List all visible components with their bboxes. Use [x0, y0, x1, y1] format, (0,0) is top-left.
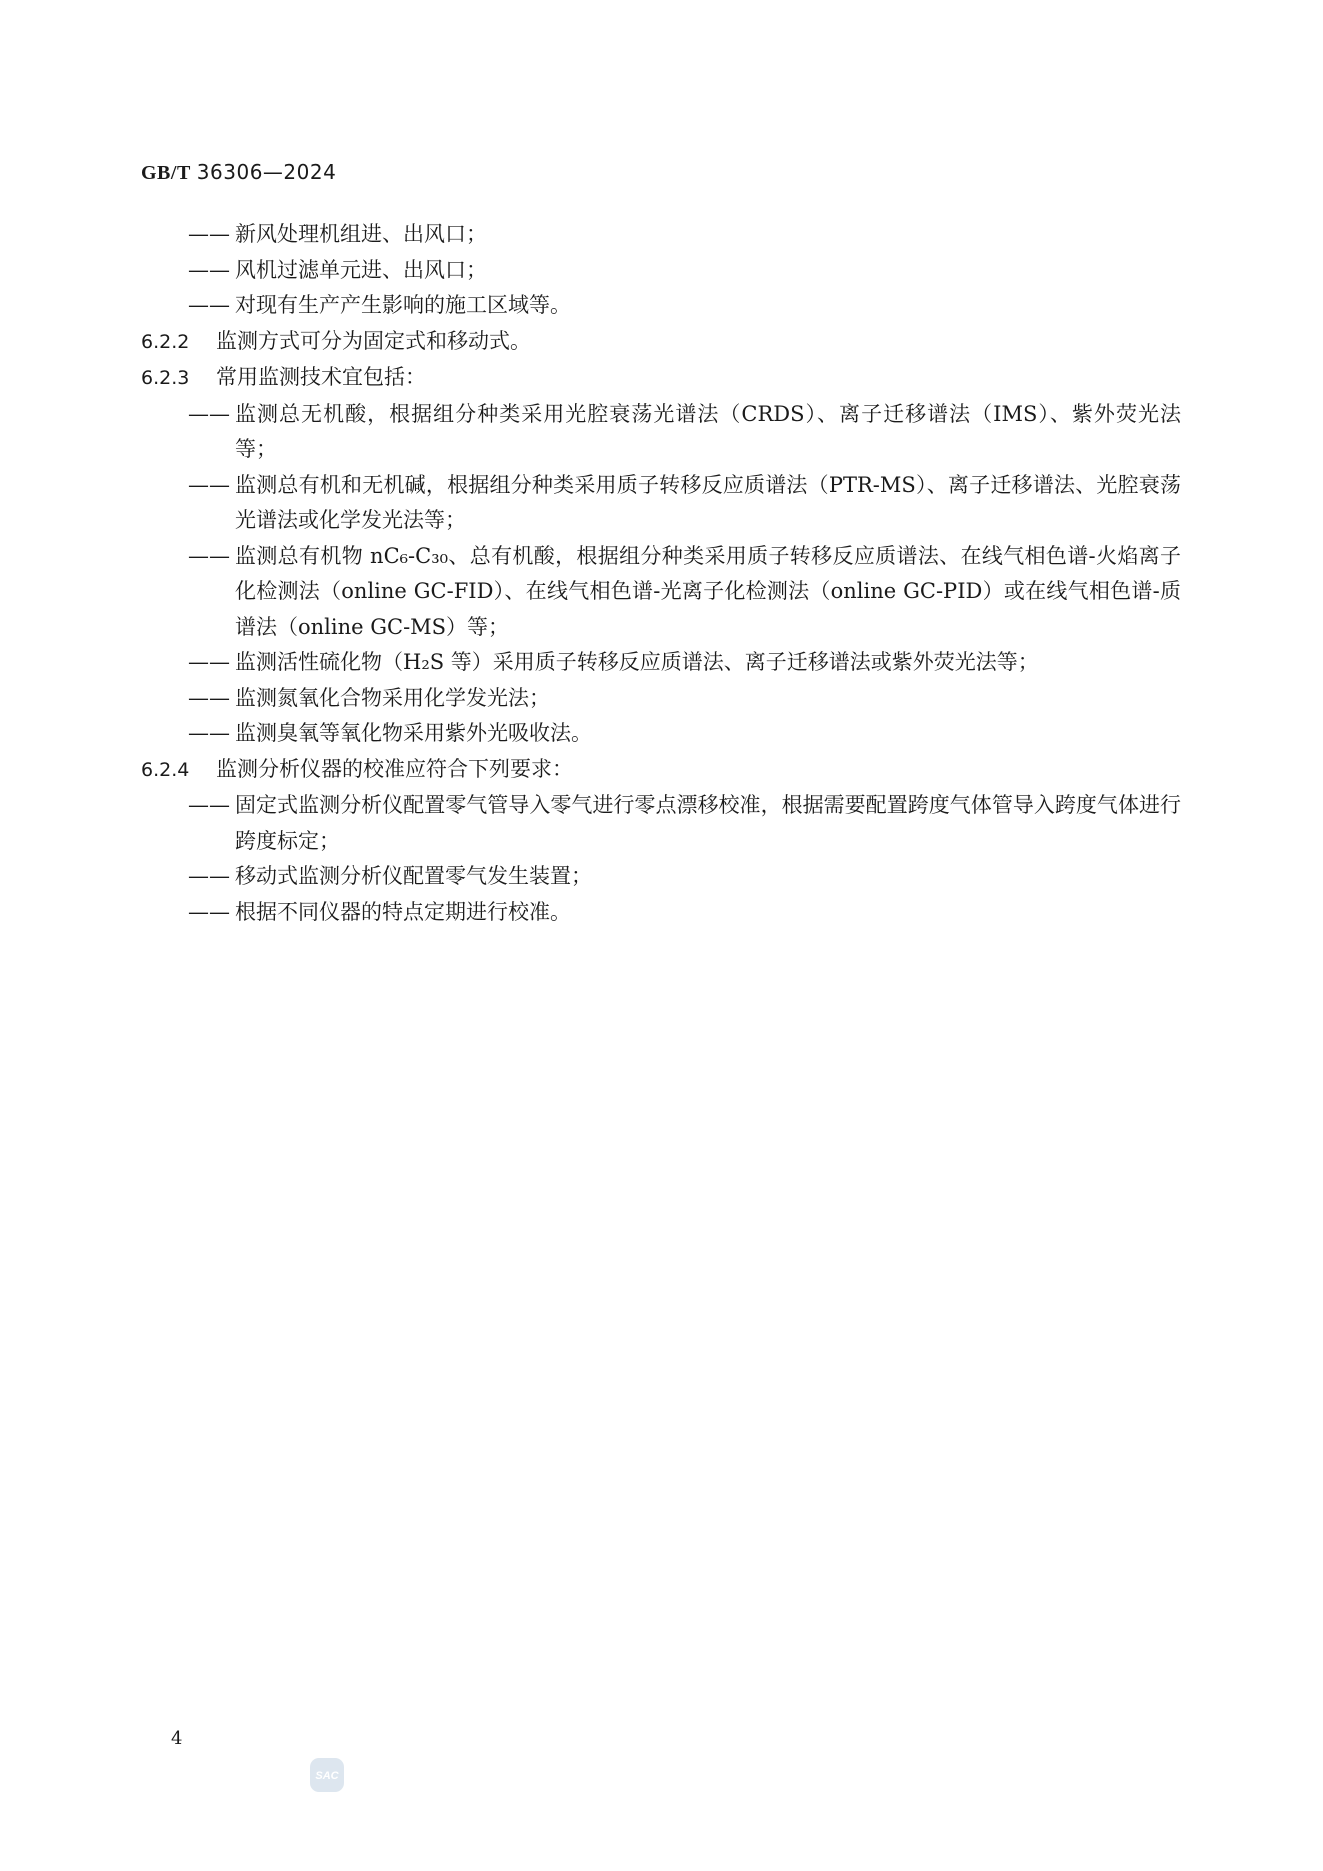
- list-item-text: 移动式监测分析仪配置零气发生装置；: [235, 864, 592, 888]
- list-item-text: 固定式监测分析仪配置零气管导入零气进行零点漂移校准，根据需要配置跨度气体管导入跨度气体进行跨度标定；: [235, 793, 1181, 853]
- list-item-text: 对现有生产产生影响的施工区域等。: [235, 293, 571, 317]
- clause-6-2-2: [141, 324, 1181, 361]
- list-item-text: 监测总有机和无机碱，根据组分种类采用质子转移反应质谱法（PTR-MS）、离子迁移谱法、光腔衰荡光谱法或化学发光法等；: [235, 472, 1181, 532]
- list-item-text: 监测臭氧等氧化物采用紫外光吸收法。: [235, 721, 592, 745]
- clause-6-2-3: [141, 360, 1181, 397]
- list-item-text: 风机过滤单元进、出风口；: [235, 257, 487, 282]
- list-item-text: 根据不同仪器的特点定期进行校准。: [235, 899, 571, 924]
- document-body: [141, 217, 1181, 930]
- list-item: [141, 788, 1181, 859]
- list-item: [141, 397, 1181, 468]
- list-item: [141, 468, 1181, 539]
- list-item: [141, 288, 1181, 324]
- list-item-text: 监测总无机酸，根据组分种类采用光腔衰荡光谱法（CRDS）、离子迁移谱法（IMS）、紫外荧光法等；: [235, 401, 1181, 461]
- standard-number: 36306—2024: [196, 160, 337, 184]
- list-dash: ——: [188, 721, 230, 745]
- sac-logo-mark: [309, 1757, 345, 1793]
- list-dash: ——: [188, 685, 230, 710]
- list-dash: ——: [188, 650, 230, 674]
- clause-text: 常用监测技术宜包括：: [216, 365, 426, 389]
- list-dash: ——: [188, 864, 230, 888]
- list-item: [141, 859, 1181, 895]
- list-item-text: 监测氮氧化合物采用化学发光法；: [235, 685, 550, 710]
- list-dash: ——: [188, 293, 230, 317]
- list-item: [141, 716, 1181, 752]
- clause-text: 监测分析仪器的校准应符合下列要求：: [216, 756, 573, 781]
- clause-text: 监测方式可分为固定式和移动式。: [216, 328, 531, 353]
- list-item: [141, 895, 1181, 931]
- list-item: [141, 253, 1181, 289]
- list-dash: ——: [188, 222, 230, 246]
- list-dash: ——: [188, 401, 230, 426]
- page-number: 4: [171, 1728, 183, 1749]
- clause-number: 6.2.2: [141, 330, 190, 353]
- list-dash: ——: [188, 472, 230, 497]
- clause-6-2-4: [141, 752, 1181, 789]
- clause-number: 6.2.3: [141, 367, 190, 389]
- list-item-text: 新风处理机组进、出风口；: [235, 222, 487, 246]
- list-item: [141, 645, 1181, 681]
- svg-text:SAC: SAC: [315, 1770, 339, 1782]
- standard-prefix: GB/T: [141, 162, 191, 184]
- list-item: [141, 681, 1181, 717]
- list-item-text: 监测活性硫化物（H₂S 等）采用质子转移反应质谱法、离子迁移谱法或紫外荧光法等；: [235, 650, 1039, 674]
- list-item: [141, 539, 1181, 646]
- list-item-text: 监测总有机物 nC₆-C₃₀、总有机酸，根据组分种类采用质子转移反应质谱法、在线气相色谱-火焰离子化检测法（online GC-FID）、在线气相色谱-光离子化检测法（online GC-PID）或在线气相色谱-质谱法（online GC-MS）等；: [235, 543, 1181, 639]
- list-dash: ——: [188, 543, 230, 568]
- list-dash: ——: [188, 257, 230, 282]
- clause-number: 6.2.4: [141, 758, 190, 781]
- list-dash: ——: [188, 793, 230, 817]
- document-code: [141, 160, 336, 185]
- sac-logo-icon: [309, 1757, 345, 1793]
- list-dash: ——: [188, 899, 230, 924]
- list-item: [141, 217, 1181, 253]
